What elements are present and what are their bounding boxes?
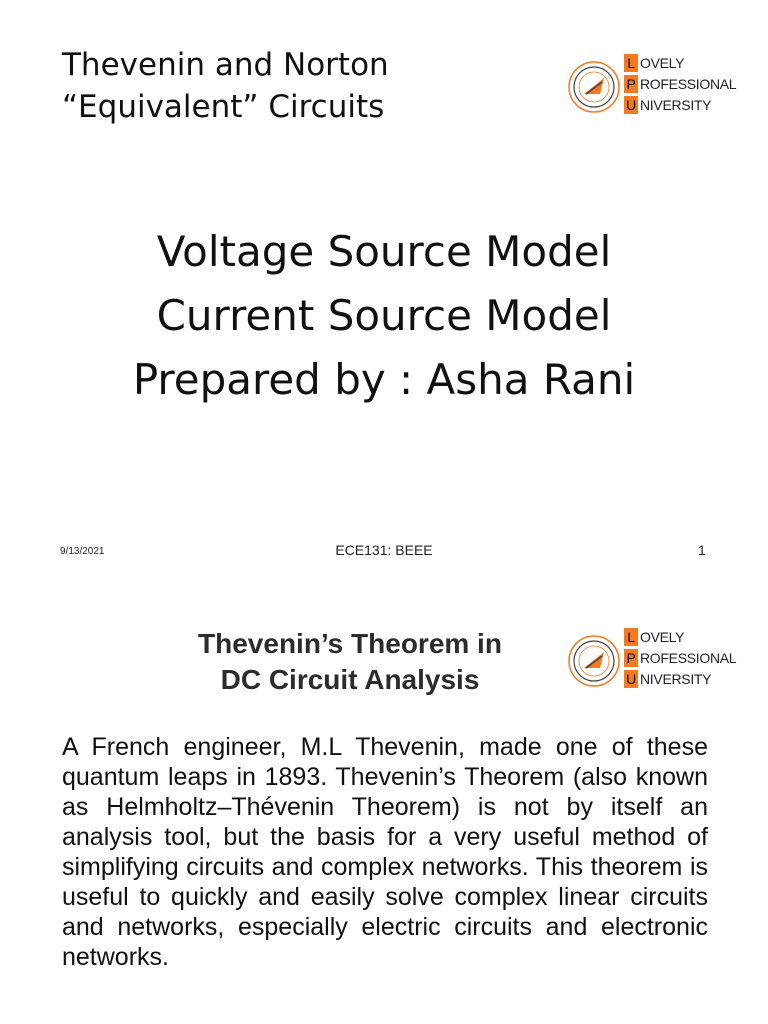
slide-title bbox=[62, 44, 389, 128]
logo-line-3-rest: NIVERSITY bbox=[640, 670, 712, 687]
slide-title-line-1: Thevenin and Norton bbox=[62, 47, 389, 83]
logo-line-3-rest: NIVERSITY bbox=[640, 96, 712, 113]
footer-page-number: 1 bbox=[698, 542, 706, 558]
logo-line-2-rest: ROFESSIONAL bbox=[640, 75, 737, 92]
logo-letter-u: U bbox=[624, 670, 638, 688]
logo-line-2-rest: ROFESSIONAL bbox=[640, 649, 737, 666]
footer-course: ECE131: BEEE bbox=[335, 542, 433, 558]
slide-2-title bbox=[120, 626, 580, 698]
slide-title-line-2: “Equivalent” Circuits bbox=[62, 89, 385, 125]
lpu-logo bbox=[566, 50, 737, 130]
university-seal-icon bbox=[566, 624, 622, 698]
subtitle-line-2: Current Source Model bbox=[156, 291, 612, 340]
subtitle-line-3: Prepared by : Asha Rani bbox=[132, 355, 636, 404]
body-paragraph: A French engineer, M.L Thevenin, made one of these quantum leaps in 1893. Thevenin’s Theorem (also known as Helmholtz–Thévenin Theorem) is not by itself an analysis tool, but the basis for a very useful method of simplifying circuits and complex networks. This theorem is useful to quickly and easily solve complex linear circuits and networks, especially electric circuits and electronic networks. bbox=[62, 733, 708, 971]
slide-2-title-line-2: DC Circuit Analysis bbox=[220, 664, 480, 695]
logo-line-1 bbox=[624, 626, 736, 647]
logo-line-1-rest: OVELY bbox=[640, 628, 685, 645]
logo-letter-l: L bbox=[624, 54, 638, 72]
slide-2 bbox=[0, 584, 768, 1024]
slide-2-title-line-1: Thevenin’s Theorem in bbox=[198, 628, 502, 659]
subtitle-line-1: Voltage Source Model bbox=[156, 227, 612, 276]
university-seal-icon bbox=[566, 50, 622, 124]
logo-wordmark bbox=[624, 626, 736, 689]
logo-line-1-rest: OVELY bbox=[640, 54, 685, 71]
logo-letter-u: U bbox=[624, 96, 638, 114]
logo-line-2 bbox=[624, 647, 736, 668]
logo-wordmark bbox=[624, 52, 736, 115]
logo-line-3 bbox=[624, 668, 736, 689]
logo-letter-p: P bbox=[624, 649, 638, 667]
logo-letter-l: L bbox=[624, 628, 638, 646]
logo-line-1 bbox=[624, 52, 736, 73]
footer-date: 9/13/2021 bbox=[60, 546, 105, 557]
logo-line-2 bbox=[624, 73, 736, 94]
logo-line-3 bbox=[624, 94, 736, 115]
lpu-logo-2 bbox=[566, 624, 737, 704]
slide-subtitle-block bbox=[0, 220, 768, 412]
logo-letter-p: P bbox=[624, 75, 638, 93]
